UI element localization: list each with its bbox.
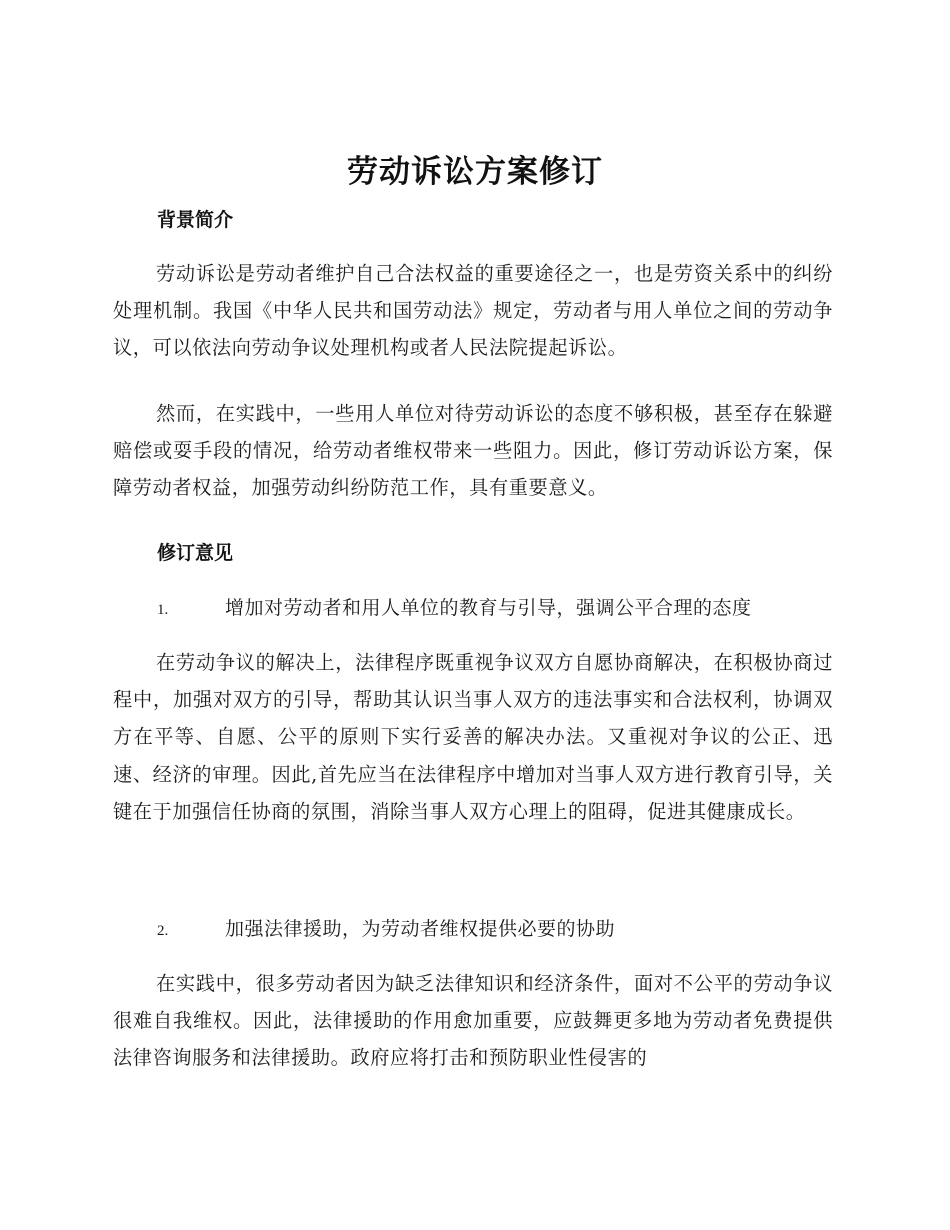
section-heading-background: 背景简介 [157, 209, 234, 231]
background-paragraph-2: 然而，在实践中，一些用人单位对待劳动诉讼的态度不够积极，甚至存在躲避赔偿或耍手段的情况，给劳动者维权带来一些阻力。因此，修订劳动诉讼方案，保障劳动者权益，加强劳动纠纷防范工作，具有重要意义。 [113, 402, 833, 500]
list-item-2 [157, 914, 857, 946]
revision-paragraph-1: 在劳动争议的解决上，法律程序既重视争议双方自愿协商解决，在积极协商过程中，加强对双方的引导，帮助其认识当事人双方的违法事实和合法权利，协调双方在平等、自愿、公平的原则下实行妥善的解决办法。又重视对争议的公正、迅速、经济的审理。因此,首先应当在法律程序中增加对当事人双方进行教育引导，关键在于加强信任协商的氛围，消除当事人双方心理上的阻碍，促进其健康成长。 [113, 651, 833, 823]
document-title: 劳动诉讼方案修订 [347, 154, 603, 190]
list-item-1 [157, 593, 857, 625]
list-number: 1. [157, 602, 169, 618]
list-item-title: 增加对劳动者和用人单位的教育与引导，强调公平合理的态度 [225, 597, 752, 619]
list-item-title: 加强法律援助，为劳动者维权提供必要的协助 [225, 918, 616, 940]
background-paragraph-1: 劳动诉讼是劳动者维护自己合法权益的重要途径之一，也是劳资关系中的纠纷处理机制。我国《中华人民共和国劳动法》规定，劳动者与用人单位之间的劳动争议，可以依法向劳动争议处理机构或者人民法院提起诉讼。 [113, 262, 833, 360]
revision-paragraph-2: 在实践中，很多劳动者因为缺乏法律知识和经济条件，面对不公平的劳动争议很难自我维权。因此，法律援助的作用愈加重要，应鼓舞更多地为劳动者免费提供法律咨询服务和法律援助。政府应将打击和预防职业性侵害的 [113, 972, 833, 1070]
list-number: 2. [157, 923, 169, 939]
section-heading-revisions: 修订意见 [157, 542, 234, 564]
